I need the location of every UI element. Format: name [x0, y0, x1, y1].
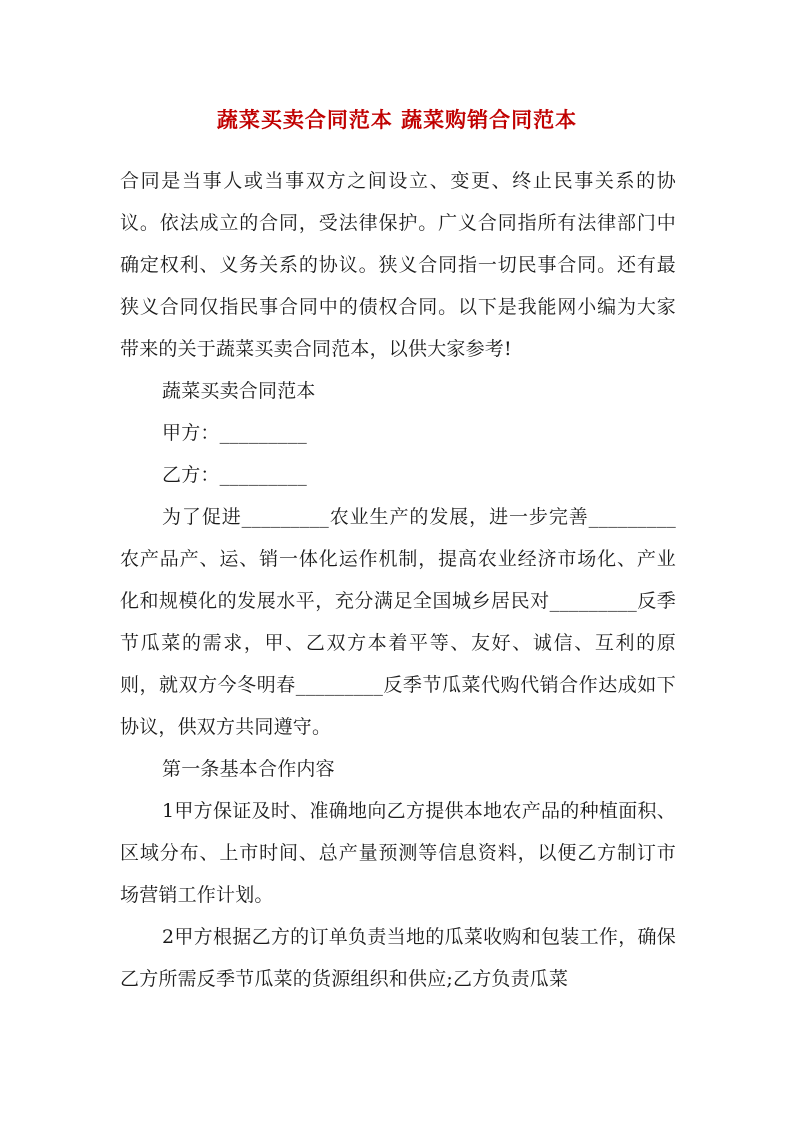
- document-title: 蔬菜买卖合同范本 蔬菜购销合同范本: [216, 107, 578, 132]
- contract-heading: 蔬菜买卖合同范本: [162, 380, 316, 402]
- clause-1: 1甲方保证及时、准确地向乙方提供本地农产品的种植面积、区域分布、上市时间、总产量预测等信息资料，以便乙方制订市场营销工作计划。: [120, 800, 676, 906]
- article-one-heading: 第一条基本合作内容: [162, 758, 335, 780]
- party-a-line: 甲方：_________: [162, 422, 307, 444]
- party-b-line: 乙方：_________: [162, 464, 307, 486]
- clause-2: 2甲方根据乙方的订单负责当地的瓜菜收购和包装工作，确保乙方所需反季节瓜菜的货源组织和供应;乙方负责瓜菜: [120, 926, 676, 990]
- intro-paragraph: 合同是当事人或当事双方之间设立、变更、终止民事关系的协议。依法成立的合同，受法律保护。广义合同指所有法律部门中确定权利、义务关系的协议。狭义合同指一切民事合同。还有最狭义合同仅指民事合同中的债权合同。以下是我能网小编为大家带来的关于蔬菜买卖合同范本，以供大家参考!: [120, 170, 676, 360]
- preamble-paragraph: 为了促进_________农业生产的发展，进一步完善_________农产品产、运、销一体化运作机制，提高农业经济市场化、产业化和规模化的发展水平，充分满足全国城乡居民对_________反季节瓜菜的需求，甲、乙双方本着平等、友好、诚信、互利的原则，就双方今冬明春_________反季节瓜菜代购代销合作达成如下协议，供双方共同遵守。: [120, 506, 676, 738]
- document-body: [120, 160, 676, 1000]
